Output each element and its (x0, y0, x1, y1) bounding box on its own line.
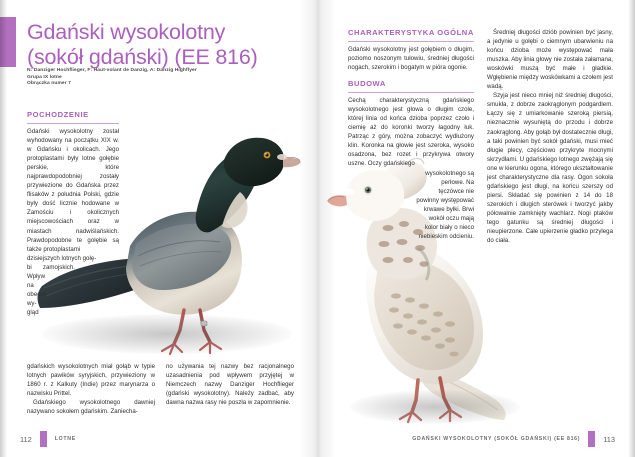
page-title (27, 20, 307, 70)
page-number-right: 113 (603, 434, 615, 444)
section-heading-charakterystyka: CHARAKTERYSTYKA OGÓLNA (348, 28, 474, 37)
left-bottom-column (27, 362, 155, 416)
footer-right (412, 431, 615, 447)
origin-tail-1: dzisiejszych lotnych gołę- (27, 254, 97, 262)
byline-line-2: Grupa IX lotne (27, 74, 62, 80)
footer-accent-bar-left (40, 431, 47, 447)
footer-left (20, 431, 76, 447)
origin-body (27, 127, 119, 317)
right-column-2-paragraph-2: Szyja jest nieco mniej niż średniej długości, smukła, z dobrze zaokrąglonym podgardlem. Łączy się z umiarkowanie szeroką piersią, nieznacznie wysuniętą do przodu i dobrze zaokrąglong. Aby gołąb był dostatecznie długi, a taki powinien być sokół gdański, musi mieć długie plecy, częściowo przykryte mocnymi skrzydłami. U gdańskiego lotnego zwężają się one w kierunku ogona, którego ukształtowanie jest charakterystyczne dla rasy. Ogon sokoła gdańskiego jest długi, na końcu szerszy od piersi. Składać się powinien z 14 do 18 szerokich i długich sterówek i tworzyć jakby półowalnie zamknięty wachlarz. Nogi ptaków tego gatunku są średniej długości i nieupierzone. Całe upierzenie gładko przylega do ciała. (487, 92, 613, 245)
build-body (348, 96, 474, 241)
left-bottom-paragraph-2: Gdańskiego wysokolotnego dawniej nazywano sokołem gdańskim. Zaniecha- (27, 399, 155, 416)
footer-label-right: GDAŃSKI WYSOKOLOTNY (SOKÓŁ GDAŃSKI) (EE 816) (412, 436, 581, 442)
left-bottom-middle-column (166, 362, 294, 407)
origin-tail-4: gląd (27, 308, 39, 316)
breed-names-byline (27, 68, 282, 88)
byline-line-1: N: Danziger Hochflieger, F: Haut-volant de Danzig, A: Danzig Highflyer (27, 68, 197, 73)
right-edge-shadow (628, 0, 635, 457)
general-body (348, 45, 474, 72)
section-heading-pochodzenie: POCHODZENIE (27, 110, 89, 119)
page-title-line-2: (sokół gdański) (EE 816) (27, 45, 258, 69)
page-title-line-1: Gdański wysokolotny (27, 20, 226, 44)
origin-paragraph: Gdański wysokolotny został wyhodowany na początku XIX w. w Gdańsku i okolicach. Jego protoplastami były lotne gołębie perskie, które najprawdopodobniej zostały przywiezione do Gdańska przez flisaków z południa Polski, gdzie były dość licznie hodowane w Zamościu i okolicznych miejscowościach oraz w miastach nadwiślańskich. Prawdopodobne te gołębie są także protoplastami (27, 128, 119, 253)
section-pochodzenie (27, 110, 119, 317)
section-heading-budowa: BUDOWA (348, 79, 386, 89)
section-rule (27, 123, 119, 124)
right-column-1 (348, 28, 474, 241)
left-bottom-middle-paragraph: no używania tej nazwy bez racjonalnego uzasadnienia pod wpływem przyjętej w Niemczech nazwy Danziger Hochflieger (gdański wysokolotny). Należy zadbać, aby dawna nazwa rasy nie poszła w zapomnienie. (166, 363, 294, 407)
origin-tail-3: na obecny wy- (27, 281, 47, 307)
left-edge-shadow (0, 0, 7, 457)
left-bottom-paragraph-1: gdańskich wysokolotnych miał gołąb w typie lotnych pawików syryjskich, przywieziony w 1860 r. z Kalkuty (Indie) przez marynarza o nazwisku Prittel. (27, 363, 155, 398)
general-paragraph: Gdański wysokolotny jest gołębiem o długim, poziomo noszonym tułowiu, średniej długości nogach, szerokim i bogatym w pióra ogonie. (348, 46, 474, 72)
origin-tail-2: bi zamojskich. Wpływ (27, 263, 75, 280)
footer-label-left: LOTNE (54, 436, 76, 442)
page-number-left: 112 (20, 434, 32, 444)
byline-line-3: Obrączka numer 7 (27, 81, 72, 87)
right-column-2-paragraph-1: Średniej długości dziób powinien być jasny, a jedynie u gołębi o ciemnym ubarwieniu na końcu dzioba może występować mała muszka. Aby linia głowy nie została załamana, woskówki muszą być małe i gładkie. Wgłębienie między woskówkami a czołem jest wadą. (487, 29, 613, 91)
build-paragraph-narrow: wysokolotnego są perłowe. Na tęczówce nie powinny występować krwawe byłki. Brwi wokół oczu mają kolor biały o nieco niebieskim odcieniu. (416, 169, 474, 240)
section-rule-charakterystyka (348, 41, 474, 42)
section-rule-budowa (348, 92, 474, 93)
build-paragraph-wide: Cechą charakterystyczną gdańskiego wysokolotnego jest głowa o długim czole, której linia od końca dzioba poprzez czoło i ciemię aż do koronki tworzy łagodny łuk. Patrząc z góry, można zobaczyć wydłużony klin. Koronka na głowie jest szeroka, wysoko osadzona, bez rozet i przykrywa otwory uszne. Oczy gdańskiego (348, 97, 474, 168)
right-column-2 (487, 28, 613, 245)
footer-accent-bar-right (588, 431, 595, 447)
